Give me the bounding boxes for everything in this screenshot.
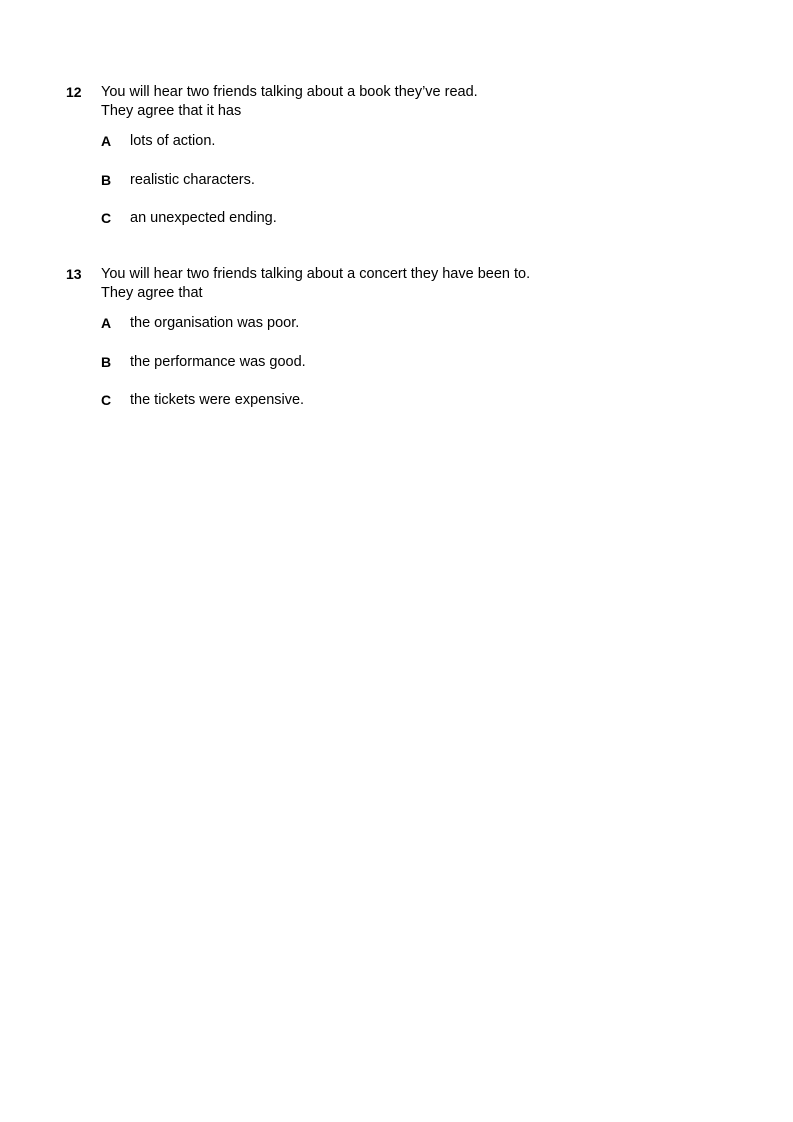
option-b [101,171,701,190]
option-a [101,314,701,333]
option-text: the performance was good. [130,353,306,370]
answer-options [101,314,701,430]
option-c [101,209,701,228]
option-a [101,132,701,151]
option-letter: C [101,392,112,408]
option-letter: B [101,171,112,188]
option-letter: A [101,133,112,149]
option-text: the organisation was poor. [130,315,300,331]
option-b [101,353,701,372]
option-letter: A [101,315,112,331]
option-text: an unexpected ending. [130,210,277,226]
question-prompt [101,265,530,303]
question-number: 13 [66,266,82,282]
option-letter: C [101,210,112,226]
question-prompt-line-2: They agree that it has [101,103,242,119]
question-prompt-line-2: They agree that [101,285,203,301]
option-text: realistic characters. [130,171,255,188]
question-prompt-line-1: You will hear two friends talking about a concert they have been to. [101,266,531,282]
question-number: 12 [66,84,82,100]
option-c [101,391,701,410]
option-text: lots of action. [130,133,216,149]
answer-options [101,132,701,248]
question-prompt-line-1: You will hear two friends talking about a book they’ve read. [101,84,478,100]
option-letter: B [101,353,112,370]
option-text: the tickets were expensive. [130,392,305,408]
question-prompt [101,83,478,121]
